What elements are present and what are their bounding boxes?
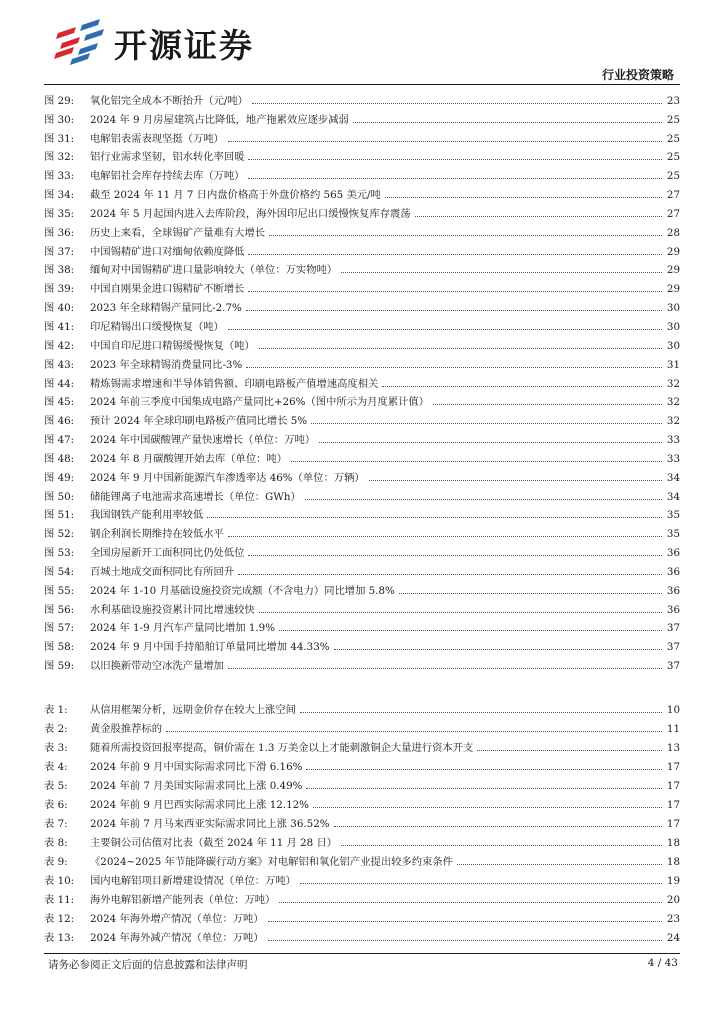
table-entry[interactable]: [44, 716, 680, 735]
entry-label: 表 7:: [44, 818, 68, 830]
entry-label: 表 6:: [44, 799, 68, 811]
entry-title: 中国锡精矿进口对缅甸依赖度降低: [90, 245, 245, 258]
figure-entry[interactable]: [44, 201, 680, 220]
entry-title: 随着所需投资回报率提高，铜价需在 1.3 万美金以上才能刺激铜企大量进行资本开支: [90, 742, 474, 754]
entry-title: 2023 年全球精锡产量同比-2.7%: [90, 302, 242, 315]
figure-entry[interactable]: [44, 182, 680, 201]
figure-entry[interactable]: [44, 352, 680, 371]
table-entry[interactable]: [44, 811, 680, 830]
section-label: 行业投资策略: [601, 68, 674, 82]
entry-page-number: 36: [666, 603, 680, 616]
entry-label: 表 4:: [44, 761, 68, 773]
entry-title: 2024 年前 7 月美国实际需求同比上涨 0.49%: [90, 780, 303, 792]
entry-page-number: 17: [666, 818, 680, 830]
entry-title: 印尼精锡出口缓慢恢复（吨）: [90, 320, 224, 333]
entry-label: 图 43:: [44, 358, 75, 371]
entry-label: 表 13:: [44, 932, 75, 944]
logo-mark-icon: [52, 19, 108, 67]
entry-page-number: 31: [666, 358, 680, 371]
dot-leader: [248, 291, 662, 292]
dot-leader: [433, 404, 662, 405]
entry-page-number: 17: [666, 761, 680, 773]
entry-label: 图 41:: [44, 320, 75, 333]
figure-entry[interactable]: [44, 484, 680, 503]
figure-entry[interactable]: [44, 88, 680, 107]
entry-page-number: 34: [666, 471, 680, 484]
figure-entry[interactable]: [44, 107, 680, 126]
dot-leader: [415, 216, 662, 217]
figure-entry[interactable]: [44, 390, 680, 409]
entry-page-number: 29: [666, 264, 680, 277]
entry-page-number: 36: [666, 565, 680, 578]
entry-label: 图 49:: [44, 471, 75, 484]
table-entry[interactable]: [44, 830, 680, 849]
dot-leader: [305, 499, 662, 500]
dot-leader: [369, 480, 662, 481]
entry-title: 全国房屋新开工面积同比仍处低位: [90, 547, 245, 560]
entry-title: 2023 年全球精锡消费量同比-3%: [90, 358, 243, 371]
entry-label: 表 9:: [44, 856, 68, 868]
entry-title: 百城土地成交面积同比有所回升: [90, 565, 235, 578]
figure-entry[interactable]: [44, 578, 680, 597]
entry-label: 图 54:: [44, 565, 75, 578]
table-entry[interactable]: [44, 773, 680, 792]
entry-title: 精炼锡需求增速和半导体销售额、印刷电路板产值增速高度相关: [90, 377, 379, 390]
entry-label: 表 12:: [44, 913, 75, 925]
entry-page-number: 37: [666, 622, 680, 635]
entry-label: 图 55:: [44, 584, 75, 597]
entry-label: 图 37:: [44, 245, 75, 258]
dot-leader: [334, 826, 662, 827]
dot-leader: [279, 902, 662, 903]
entry-page-number: 32: [666, 396, 680, 409]
table-entry[interactable]: [44, 735, 680, 754]
entry-label: 表 8:: [44, 837, 68, 849]
entry-page-number: 29: [666, 283, 680, 296]
entry-title: 预计 2024 年全球印刷电路板产值同比增长 5%: [90, 415, 308, 428]
entry-label: 图 52:: [44, 528, 75, 541]
entry-page-number: 37: [666, 641, 680, 654]
dot-leader: [291, 461, 662, 462]
entry-label: 图 46:: [44, 415, 75, 428]
entry-title: 缅甸对中国锡精矿进口量影响较大（单位：万实物吨）: [90, 264, 338, 277]
entry-title: 电解铝社会库存持续去库（万吨）: [90, 170, 245, 183]
dot-leader: [166, 731, 662, 732]
entry-label: 图 42:: [44, 339, 75, 352]
entry-title: 钢企利润长期维持在较低水平: [90, 528, 224, 541]
table-entry[interactable]: [44, 697, 680, 716]
entry-label: 图 31:: [44, 132, 75, 145]
page-number: 4 / 43: [647, 957, 678, 969]
dot-leader: [259, 612, 662, 613]
entry-title: 主要铜公司估值对比表（截至 2024 年 11 月 28 日）: [90, 837, 338, 849]
entry-title: 2024 年 9 月房屋建筑占比降低，地产拖累效应逐步减弱: [90, 113, 349, 126]
entry-title: 中国自刚果金进口锡精矿不断增长: [90, 283, 245, 296]
entry-page-number: 19: [666, 875, 680, 887]
figure-entry[interactable]: [44, 503, 680, 522]
entry-page-number: 29: [666, 245, 680, 258]
figure-entry[interactable]: [44, 163, 680, 182]
dot-leader: [313, 807, 662, 808]
entry-page-number: 32: [666, 415, 680, 428]
footer-disclaimer: 请务必参阅正文后面的信息披露和法律声明: [48, 959, 248, 971]
figure-entry[interactable]: [44, 220, 680, 239]
entry-label: 图 47:: [44, 434, 75, 447]
logo-text: 开源证券: [114, 25, 254, 65]
entry-label: 图 45:: [44, 396, 75, 409]
dot-leader: [268, 940, 662, 941]
entry-label: 图 58:: [44, 641, 75, 654]
entry-label: 表 11:: [44, 894, 75, 906]
entry-title: 以旧换新带动空冰洗产量增加: [90, 660, 224, 673]
figure-entry[interactable]: [44, 446, 680, 465]
dot-leader: [207, 517, 662, 518]
entry-page-number: 32: [666, 377, 680, 390]
entry-page-number: 36: [666, 584, 680, 597]
dot-leader: [246, 367, 662, 368]
entry-title: 截至 2024 年 11 月 7 日内盘价格高于外盘价格约 565 美元/吨: [90, 189, 381, 202]
figure-entry[interactable]: [44, 126, 680, 145]
entry-title: 2024 年前 9 月中国实际需求同比下滑 6.16%: [90, 761, 303, 773]
header-divider: [44, 84, 680, 85]
entry-label: 图 50:: [44, 490, 75, 503]
dot-leader: [268, 921, 662, 922]
entry-page-number: 20: [666, 894, 680, 906]
entry-title: 2024 年海外减产情况（单位：万吨）: [90, 932, 264, 944]
entry-label: 图 40:: [44, 302, 75, 315]
entry-title: 2024 年前 9 月巴西实际需求同比上涨 12.12%: [90, 799, 309, 811]
dot-leader: [306, 769, 662, 770]
dot-leader: [319, 442, 662, 443]
entry-label: 图 53:: [44, 547, 75, 560]
entry-label: 图 34:: [44, 189, 75, 202]
entry-page-number: 18: [666, 837, 680, 849]
figure-entry[interactable]: [44, 314, 680, 333]
entry-title: 《2024~2025 年节能降碳行动方案》对电解铝和氧化铝产业提出较多约束条件: [90, 856, 453, 868]
company-logo: [52, 16, 254, 70]
entry-label: 图 35:: [44, 207, 75, 220]
entry-label: 表 2:: [44, 723, 68, 735]
entry-page-number: 23: [666, 94, 680, 107]
entry-page-number: 10: [666, 704, 680, 716]
entry-page-number: 24: [666, 932, 680, 944]
entry-page-number: 25: [666, 113, 680, 126]
entry-label: 图 51:: [44, 509, 75, 522]
dot-leader: [228, 668, 662, 669]
entry-page-number: 18: [666, 856, 680, 868]
figure-entry[interactable]: [44, 276, 680, 295]
entry-label: 图 56:: [44, 603, 75, 616]
figure-entry[interactable]: [44, 145, 680, 164]
entry-page-number: 34: [666, 490, 680, 503]
entry-label: 表 10:: [44, 875, 75, 887]
entry-label: 图 44:: [44, 377, 75, 390]
entry-title: 历史上来看，全球锡矿产量难有大增长: [90, 226, 266, 239]
entry-page-number: 11: [666, 723, 680, 735]
entry-title: 2024 年 9 月中国手持船舶订单量同比增加 44.33%: [90, 641, 330, 654]
entry-page-number: 33: [666, 452, 680, 465]
entry-page-number: 28: [666, 226, 680, 239]
entry-label: 图 33:: [44, 170, 75, 183]
dot-leader: [385, 197, 662, 198]
entry-page-number: 30: [666, 302, 680, 315]
entry-page-number: 36: [666, 547, 680, 560]
dot-leader: [269, 235, 662, 236]
entry-label: 图 57:: [44, 622, 75, 635]
entry-page-number: 23: [666, 913, 680, 925]
dot-leader: [306, 788, 662, 789]
entry-page-number: 27: [666, 207, 680, 220]
dot-leader: [300, 712, 662, 713]
entry-label: 图 59:: [44, 660, 75, 673]
entry-title: 2024 年 1-10 月基础设施投资完成额（不含电力）同比增加 5.8%: [90, 584, 395, 597]
entry-label: 图 30:: [44, 113, 75, 126]
entry-title: 2024 年海外增产情况（单位：万吨）: [90, 913, 264, 925]
table-entry[interactable]: [44, 792, 680, 811]
entry-label: 图 32:: [44, 151, 75, 164]
entry-page-number: 27: [666, 189, 680, 202]
entry-page-number: 17: [666, 799, 680, 811]
footer-divider: [44, 953, 680, 954]
entry-label: 表 5:: [44, 780, 68, 792]
entry-label: 图 39:: [44, 283, 75, 296]
dot-leader: [300, 883, 662, 884]
page-header: [0, 0, 724, 90]
entry-label: 图 38:: [44, 264, 75, 277]
entry-title: 从信用框架分析，远期金价存在较大上涨空间: [90, 704, 296, 716]
entry-page-number: 30: [666, 339, 680, 352]
entry-label: 图 29:: [44, 94, 75, 107]
entry-title: 2024 年中国碳酸锂产量快速增长（单位：万吨）: [90, 434, 316, 447]
entry-title: 铝行业需求坚韧，铝水转化率回暖: [90, 151, 245, 164]
entry-title: 我国钢铁产能利用率较低: [90, 509, 204, 522]
entry-title: 黄金股推荐标的: [90, 723, 163, 735]
dot-leader: [341, 272, 662, 273]
figure-entry[interactable]: [44, 616, 680, 635]
dot-leader: [248, 159, 662, 160]
figure-entry[interactable]: [44, 597, 680, 616]
entry-title: 水利基础设施投资累计同比增速较快: [90, 603, 255, 616]
dot-leader: [252, 103, 662, 104]
entry-page-number: 33: [666, 434, 680, 447]
dot-leader: [457, 864, 662, 865]
entry-label: 图 48:: [44, 452, 75, 465]
dot-leader: [477, 750, 662, 751]
figure-entry[interactable]: [44, 559, 680, 578]
dot-leader: [248, 555, 662, 556]
dot-leader: [248, 178, 662, 179]
dot-leader: [228, 329, 662, 330]
dot-leader: [399, 593, 662, 594]
dot-leader: [279, 630, 662, 631]
dot-leader: [334, 649, 662, 650]
entry-page-number: 25: [666, 170, 680, 183]
entry-title: 2024 年 5 月起国内进入去库阶段，海外因印尼出口缓慢恢复库存震荡: [90, 207, 411, 220]
entry-page-number: 13: [666, 742, 680, 754]
table-entry[interactable]: [44, 754, 680, 773]
entry-title: 2024 年前三季度中国集成电路产量同比+26%（图中所示为月度累计值）: [90, 396, 430, 409]
dot-leader: [228, 536, 662, 537]
table-entry[interactable]: [44, 887, 680, 906]
figure-entry[interactable]: [44, 408, 680, 427]
dot-leader: [228, 141, 662, 142]
figure-entry[interactable]: [44, 371, 680, 390]
entry-title: 2024 年 8 月碳酸锂开始去库（单位：吨）: [90, 452, 288, 465]
figure-entry[interactable]: [44, 333, 680, 352]
figure-entry[interactable]: [44, 540, 680, 559]
dot-leader: [382, 386, 662, 387]
entry-page-number: 25: [666, 132, 680, 145]
entry-label: 图 36:: [44, 226, 75, 239]
dot-leader: [259, 348, 662, 349]
figure-entry[interactable]: [44, 521, 680, 540]
entry-title: 国内电解铝项目新增建设情况（单位：万吨）: [90, 875, 296, 887]
entry-label: 表 3:: [44, 742, 68, 754]
dot-leader: [353, 122, 662, 123]
table-entry[interactable]: [44, 849, 680, 868]
entry-page-number: 25: [666, 151, 680, 164]
entry-label: 表 1:: [44, 704, 68, 716]
entry-title: 中国自印尼进口精锡缓慢恢复（吨）: [90, 339, 255, 352]
dot-leader: [246, 310, 662, 311]
figure-entry[interactable]: [44, 239, 680, 258]
entry-title: 电解铝表需表现坚挺（万吨）: [90, 132, 224, 145]
entry-title: 氧化铝完全成本不断抬升（元/吨）: [90, 94, 248, 107]
entry-page-number: 35: [666, 528, 680, 541]
figure-entry[interactable]: [44, 258, 680, 277]
dot-leader: [238, 574, 662, 575]
table-entry[interactable]: [44, 906, 680, 925]
table-entry[interactable]: [44, 868, 680, 887]
entry-title: 2024 年前 7 月马来西亚实际需求同比上涨 36.52%: [90, 818, 330, 830]
entry-page-number: 17: [666, 780, 680, 792]
entry-page-number: 35: [666, 509, 680, 522]
entry-page-number: 37: [666, 660, 680, 673]
figure-entry[interactable]: [44, 427, 680, 446]
entry-title: 2024 年 1-9 月汽车产量同比增加 1.9%: [90, 622, 276, 635]
dot-leader: [341, 845, 662, 846]
table-list: [44, 697, 680, 944]
dot-leader: [248, 254, 662, 255]
entry-title: 2024 年 9 月中国新能源汽车渗透率达 46%（单位：万辆）: [90, 471, 365, 484]
entry-page-number: 30: [666, 320, 680, 333]
entry-title: 海外电解铝新增产能列表（单位：万吨）: [90, 894, 276, 906]
figure-entry[interactable]: [44, 634, 680, 653]
figure-entry[interactable]: [44, 465, 680, 484]
figure-entry[interactable]: [44, 295, 680, 314]
figure-entry[interactable]: [44, 653, 680, 672]
entry-title: 储能锂离子电池需求高速增长（单位：GWh）: [90, 490, 301, 503]
figure-list: [44, 88, 680, 672]
table-entry[interactable]: [44, 925, 680, 944]
dot-leader: [311, 423, 662, 424]
